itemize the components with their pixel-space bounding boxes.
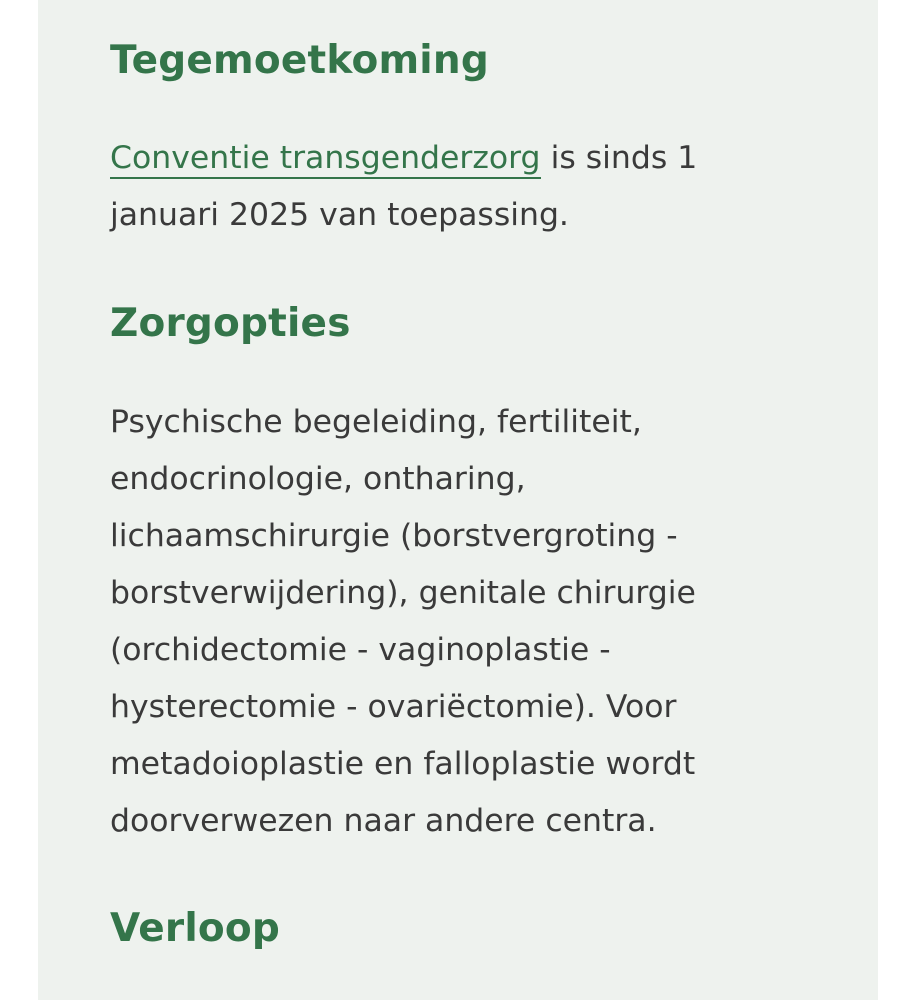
zorgopties-paragraph: Psychische begeleiding, fertiliteit, endocrinologie, ontharing, lichaamschirurgie (borstvergroting - borstverwijdering), genitale chirurgie (orchidectomie - vaginoplastie - hysterectomie - ovariëctomie). Voor metadoioplastie en falloplastie wordt doorverwezen naar andere centra. [110, 404, 696, 839]
conventie-transgenderzorg-link[interactable]: Conventie transgenderzorg [110, 140, 541, 179]
content-panel [38, 0, 878, 1000]
section-heading-zorgopties: Zorgopties [110, 301, 351, 346]
section-heading-tegemoetkoming: Tegemoetkoming [110, 38, 489, 83]
tegemoetkoming-text: is sinds 1 januari 2025 van toepassing. [110, 140, 698, 233]
tegemoetkoming-paragraph [110, 130, 810, 244]
section-heading-verloop: Verloop [110, 906, 281, 951]
